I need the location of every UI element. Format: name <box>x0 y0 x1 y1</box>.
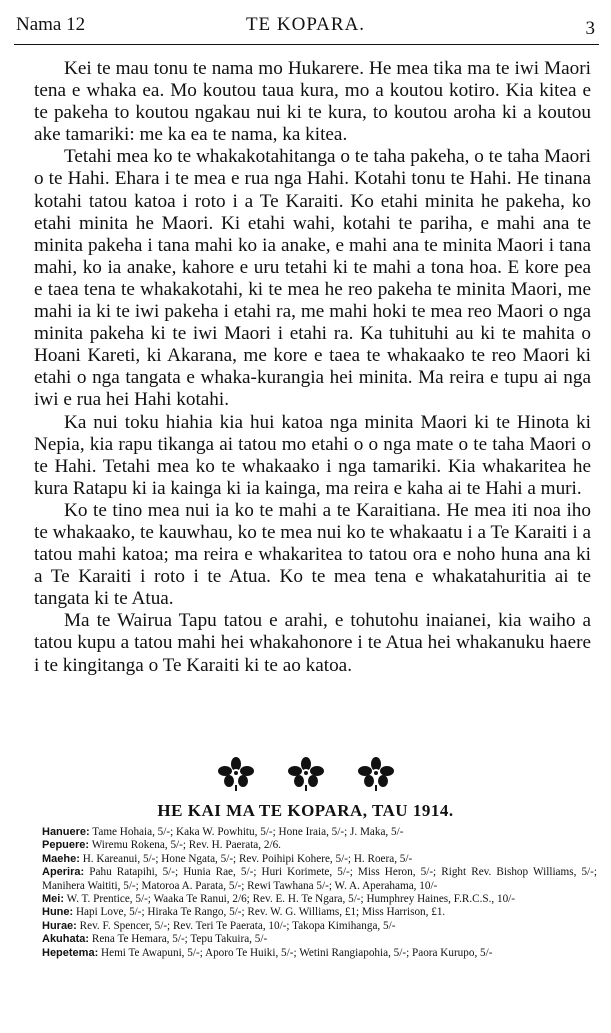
page-title: TE KOPARA. <box>245 14 366 35</box>
donation-entry <box>42 906 597 919</box>
donation-list <box>42 826 597 960</box>
donation-entry <box>42 920 597 933</box>
donation-month: Hepetema: <box>42 946 99 959</box>
donation-entry <box>42 853 597 866</box>
donation-month: Akuhata: <box>42 933 90 946</box>
donation-names: Rev. F. Spencer, 5/-; Rev. Teri Te Paerata, 10/-; Takopa Kimihanga, 5/- <box>79 919 396 932</box>
paragraph: Tetahi mea ko te whakakotahitanga o te taha pakeha, o te taha Maori o te Hahi. Ehara i te mea e rua nga Hahi. Kotahi tonu te Hahi. He tinana kotahi tatou katoa i roto i a Te Karaiti. Ko etahi minita he pakeha, ko etahi minita he Maori. Ki etahi wahi, kotahi te pariha, e mahi ana te minita pakeha i tana mahi ko ia anake, e mahi ana te minita Maori i tana mahi, ko ia anake, kahore e uru tetahi ki te mahi a tona hoa. E kore pea e taea tena te whakakotahi, ki te mea he reo pakeha te minita Maori, me mahi ia ki te iwi pakeha i etahi ra, me mahi hoki te mea reo Maori o nga minita pakeha ki te iwi Maori i etahi ra. Ka tuhituhi au ki te mahita o Hoani Kareti, ki Akarana, me kore e taea te whakaako te reo Maori ki etahi o nga tangata e whaka-kurangia hei minita. Ma reira e tupu ai nga iwi e rua hei Hahi kotahi. <box>34 146 591 411</box>
donation-entry <box>42 893 597 906</box>
donation-names: Hemi Te Awapuni, 5/-; Aporo Te Huiki, 5/-; Wetini Rangiapohia, 5/-; Paora Kurupo, 5/- <box>101 946 493 959</box>
donation-month: Maehe: <box>42 852 80 865</box>
donation-names: Wiremu Rokena, 5/-; Rev. H. Paerata, 2/6. <box>91 839 281 852</box>
donation-names: Tame Hohaia, 5/-; Kaka W. Powhitu, 5/-; Hone Iraia, 5/-; J. Maka, 5/- <box>92 826 404 838</box>
donation-month: Hanuere: <box>42 826 90 838</box>
article-body <box>34 58 591 677</box>
paragraph: Ma te Wairua Tapu tatou e arahi, e tohutohu inaianei, kia waiho a tatou kupu a tatou mahi hei whakahonore i te Atua hei whakanuku haere i te kingitanga o Te Karaiti ki te ao katoa. <box>34 610 591 676</box>
running-header <box>16 14 595 44</box>
donation-names: H. Kareanui, 5/-; Hone Ngata, 5/-; Rev. Poihipi Kohere, 5/-; H. Roera, 5/- <box>82 852 413 865</box>
paragraph: Ko te tino mea nui ia ko te mahi a te Karaitiana. He mea iti noa iho te whakaako, te kauwhau, ko te mea nui ko te whakaatu i a Te Karaiti i a tatou mahi katoa; ma reira e whakaritea to tatou ora e noho huna ana ki a Te Karaiti i roto i te Atua. Ko te mea tena e whakatahuritia ai te tangata ki te Atua. <box>34 499 591 610</box>
page-number: 3 <box>585 18 595 39</box>
donation-month: Hune: <box>42 906 74 919</box>
flower-ornament-row <box>0 757 611 797</box>
donation-names: Rena Te Hemara, 5/-; Tepu Takuira, 5/- <box>91 933 268 946</box>
donation-names: Hapi Love, 5/-; Hiraka Te Rango, 5/-; Rev. W. G. Williams, £1; Miss Harrison, £1. <box>75 906 446 919</box>
donation-month: Aperira: <box>42 866 85 879</box>
flower-ornament-icon <box>286 757 326 791</box>
donation-entry <box>42 866 597 893</box>
flower-ornament-icon <box>216 757 256 791</box>
donation-entry <box>42 933 597 946</box>
paragraph: Kei te mau tonu te nama mo Hukarere. He mea tika ma te iwi Maori tena e whaka ea. Mo koutou taua kura, mo a koutou kotiro. Kia kitea e te pakeha to koutou ngakau nui ki te kura, to koutou aroha ki a koutou ake tamariki: me ka ea te nama, ka kitea. <box>34 58 591 146</box>
donation-entry <box>42 947 597 960</box>
donation-list-title: HE KAI MA TE KOPARA, TAU 1914. <box>157 801 454 820</box>
donation-month: Hurae: <box>42 919 77 932</box>
donation-names: Pahu Ratapihi, 5/-; Hunia Rae, 5/-; Huri Korimete, 5/-; Miss Heron, 5/-; Right Rev. Bishop Williams, 5/-; Manihera Waititi, 5/-; Matoroa A. Parata, 5/-; Rewi Tawhana 5/-; W. A. Aperahama, 10/- <box>42 866 598 892</box>
paragraph: Ka nui toku hiahia kia hui katoa nga minita Maori ki te Hinota ki Nepia, kia rapu tikanga ai tatou mo etahi o o nga mate o te taha Maori o te Hahi. Tetahi mea ko te whakaako i nga tamariki. Kia whakaritea he kura Ratapu ki ia kainga ki ia kainga, ma reira e kaha ai te Hahi a muri. <box>34 411 591 499</box>
donation-entry <box>42 839 597 852</box>
donation-names: W. T. Prentice, 5/-; Waaka Te Ranui, 2/6; Rev. E. H. Te Ngara, 5/-; Humphrey Haines, F.R.C.S., 10/- <box>66 893 516 906</box>
donation-entry <box>42 826 597 839</box>
header-rule <box>14 44 599 45</box>
flower-ornament-icon <box>356 757 396 791</box>
issue-number: Nama 12 <box>16 14 86 35</box>
donation-month: Pepuere: <box>42 839 90 852</box>
donation-month: Mei: <box>42 893 64 906</box>
